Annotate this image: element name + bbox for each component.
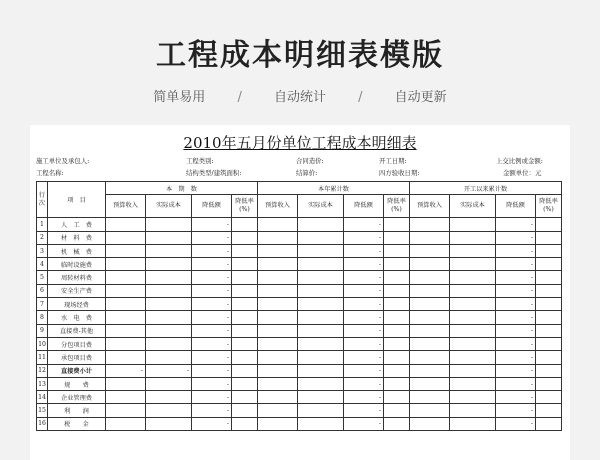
cell-reduction[interactable]: -	[344, 218, 384, 231]
row-number: 14	[37, 391, 48, 404]
cell-actual-cost[interactable]	[450, 351, 496, 364]
spreadsheet-preview	[30, 125, 570, 460]
cell-reduction[interactable]: -	[344, 298, 384, 311]
cell-reduction[interactable]: -	[192, 298, 232, 311]
table-row	[37, 417, 562, 430]
info-settlement: 结算价:	[296, 169, 318, 177]
cell-actual-cost[interactable]	[298, 324, 344, 337]
header-reduction: 降低额	[496, 195, 536, 218]
cell-reduction[interactable]: -	[344, 244, 384, 257]
table-body	[37, 218, 562, 431]
info-contractor: 施工单位及承包人:	[36, 157, 90, 165]
row-item-name: 人 工 费	[48, 218, 106, 231]
row-number: 9	[37, 324, 48, 337]
tag-auto-stat: 自动统计	[273, 90, 326, 105]
row-number: 8	[37, 311, 48, 324]
cell-reduction[interactable]: -	[344, 404, 384, 417]
cell-reduction-rate[interactable]	[232, 258, 258, 271]
cell-reduction-rate[interactable]	[232, 298, 258, 311]
page-title: 工程成本明细表模版	[156, 38, 444, 73]
cell-reduction-rate[interactable]	[536, 284, 562, 297]
cell-budget-income[interactable]	[258, 284, 298, 297]
cell-actual-cost[interactable]	[298, 337, 344, 350]
cell-reduction-rate[interactable]	[232, 324, 258, 337]
cell-reduction[interactable]: -	[192, 404, 232, 417]
cell-budget-income[interactable]	[258, 244, 298, 257]
cell-reduction[interactable]: -	[192, 391, 232, 404]
table-row	[37, 337, 562, 350]
table-row	[37, 218, 562, 231]
row-item-name: 现场经费	[48, 298, 106, 311]
cell-reduction-rate[interactable]	[384, 351, 410, 364]
cell-budget-income[interactable]	[106, 231, 146, 244]
cell-actual-cost[interactable]	[450, 391, 496, 404]
cell-reduction-rate[interactable]	[536, 231, 562, 244]
row-number: 1	[37, 218, 48, 231]
cell-reduction-rate[interactable]	[384, 364, 410, 377]
cell-actual-cost[interactable]	[298, 351, 344, 364]
cell-budget-income[interactable]	[258, 324, 298, 337]
cell-budget-income[interactable]	[410, 311, 450, 324]
cell-reduction[interactable]: -	[192, 311, 232, 324]
cell-reduction[interactable]: -	[192, 284, 232, 297]
row-number: 5	[37, 271, 48, 284]
table-row	[37, 364, 562, 377]
cell-reduction[interactable]: -	[496, 404, 536, 417]
row-item-name: 安全生产费	[48, 284, 106, 297]
cell-reduction-rate[interactable]	[232, 337, 258, 350]
header-actual-cost: 实际成本	[450, 195, 496, 218]
cell-reduction[interactable]: -	[344, 258, 384, 271]
cell-reduction[interactable]: -	[344, 337, 384, 350]
table-row	[37, 351, 562, 364]
header-budget-income: 预算收入	[410, 195, 450, 218]
cell-reduction-rate[interactable]	[536, 258, 562, 271]
cell-actual-cost[interactable]	[298, 417, 344, 430]
cell-reduction-rate[interactable]	[384, 391, 410, 404]
table-row	[37, 231, 562, 244]
cell-reduction-rate[interactable]	[384, 417, 410, 430]
row-item-name: 企业管理费	[48, 391, 106, 404]
row-item-name: 直接费小计	[48, 364, 106, 377]
row-number: 11	[37, 351, 48, 364]
cell-reduction[interactable]: -	[192, 324, 232, 337]
cell-reduction[interactable]: -	[192, 337, 232, 350]
cell-reduction-rate[interactable]	[232, 417, 258, 430]
table-row	[37, 404, 562, 417]
cell-reduction-rate[interactable]	[536, 417, 562, 430]
cell-reduction[interactable]: -	[496, 391, 536, 404]
cell-reduction-rate[interactable]	[536, 391, 562, 404]
cell-actual-cost[interactable]	[146, 244, 192, 257]
cell-budget-income[interactable]	[410, 324, 450, 337]
cell-budget-income[interactable]	[410, 284, 450, 297]
row-number: 3	[37, 244, 48, 257]
row-item-name: 机 械 费	[48, 244, 106, 257]
cell-reduction-rate[interactable]	[232, 271, 258, 284]
cell-reduction-rate[interactable]	[232, 284, 258, 297]
cell-reduction[interactable]: -	[192, 364, 232, 377]
cell-actual-cost[interactable]	[146, 284, 192, 297]
row-item-name: 规 费	[48, 377, 106, 390]
tag-easy: 简单易用	[153, 90, 206, 105]
cell-reduction[interactable]: -	[496, 284, 536, 297]
cell-budget-income[interactable]	[410, 258, 450, 271]
row-number: 2	[37, 231, 48, 244]
row-item-name: 水 电 费	[48, 311, 106, 324]
info-contract-price: 合同造价:	[296, 157, 324, 165]
cell-actual-cost[interactable]	[146, 231, 192, 244]
cell-reduction-rate[interactable]	[384, 311, 410, 324]
cell-budget-income[interactable]	[258, 364, 298, 377]
cell-budget-income[interactable]	[258, 218, 298, 231]
cell-actual-cost[interactable]	[146, 311, 192, 324]
cell-actual-cost[interactable]	[146, 417, 192, 430]
tag-separator: /	[237, 90, 242, 105]
cell-actual-cost[interactable]	[298, 364, 344, 377]
cell-reduction-rate[interactable]	[384, 244, 410, 257]
info-currency-unit: 金额单位：元	[503, 169, 542, 177]
table-row	[37, 391, 562, 404]
cell-budget-income[interactable]	[106, 298, 146, 311]
cell-reduction-rate[interactable]	[536, 404, 562, 417]
cell-reduction[interactable]: -	[496, 364, 536, 377]
cell-reduction[interactable]: -	[496, 258, 536, 271]
cell-reduction[interactable]: -	[496, 337, 536, 350]
cell-actual-cost[interactable]	[146, 391, 192, 404]
cell-actual-cost[interactable]	[450, 231, 496, 244]
cell-reduction[interactable]: -	[496, 244, 536, 257]
table-row	[37, 377, 562, 390]
document-title: 2010年五月份单位工程成本明细表	[183, 134, 417, 152]
cell-budget-income[interactable]	[410, 271, 450, 284]
header-reduction-rate: 降低率(%)	[384, 195, 410, 218]
cell-reduction[interactable]: -	[496, 377, 536, 390]
cell-actual-cost[interactable]	[298, 311, 344, 324]
cell-budget-income[interactable]	[258, 258, 298, 271]
cell-reduction-rate[interactable]	[536, 324, 562, 337]
cell-reduction[interactable]: -	[192, 351, 232, 364]
info-start-date: 开工日期:	[379, 157, 407, 165]
cell-actual-cost[interactable]	[146, 377, 192, 390]
cell-actual-cost[interactable]	[146, 337, 192, 350]
tag-separator: /	[358, 90, 363, 105]
cell-reduction-rate[interactable]	[232, 391, 258, 404]
cell-actual-cost[interactable]	[450, 298, 496, 311]
cell-budget-income[interactable]	[258, 391, 298, 404]
cell-budget-income[interactable]	[258, 404, 298, 417]
header-reduction: 降低额	[344, 195, 384, 218]
cell-reduction[interactable]: -	[496, 417, 536, 430]
cell-reduction-rate[interactable]	[536, 311, 562, 324]
cell-budget-income[interactable]	[106, 258, 146, 271]
cell-reduction-rate[interactable]	[232, 364, 258, 377]
cell-reduction[interactable]: -	[192, 258, 232, 271]
cell-actual-cost[interactable]: -	[146, 364, 192, 377]
table-row	[37, 311, 562, 324]
cost-table	[36, 181, 562, 431]
cell-reduction-rate[interactable]	[384, 231, 410, 244]
row-number: 10	[37, 337, 48, 350]
cell-actual-cost[interactable]	[450, 337, 496, 350]
row-number: 16	[37, 417, 48, 430]
cell-reduction-rate[interactable]	[384, 298, 410, 311]
cell-actual-cost[interactable]	[298, 377, 344, 390]
cell-budget-income[interactable]	[106, 218, 146, 231]
cell-budget-income[interactable]: -	[106, 364, 146, 377]
table-row	[37, 271, 562, 284]
cell-reduction-rate[interactable]	[536, 337, 562, 350]
row-number: 6	[37, 284, 48, 297]
cell-actual-cost[interactable]	[298, 218, 344, 231]
table-row	[37, 284, 562, 297]
cell-budget-income[interactable]	[258, 271, 298, 284]
cell-budget-income[interactable]	[258, 417, 298, 430]
cell-actual-cost[interactable]	[298, 298, 344, 311]
cell-reduction-rate[interactable]	[384, 218, 410, 231]
tag-auto-update: 自动更新	[394, 90, 447, 105]
header-reduction-rate: 降低率(%)	[536, 195, 562, 218]
cell-actual-cost[interactable]	[450, 324, 496, 337]
cell-budget-income[interactable]	[106, 244, 146, 257]
cell-actual-cost[interactable]	[146, 271, 192, 284]
cell-reduction[interactable]: -	[496, 271, 536, 284]
cell-actual-cost[interactable]	[146, 258, 192, 271]
row-number: 12	[37, 364, 48, 377]
cell-actual-cost[interactable]	[298, 258, 344, 271]
row-item-name: 承包项目费	[48, 351, 106, 364]
cell-actual-cost[interactable]	[450, 364, 496, 377]
cell-reduction-rate[interactable]	[536, 298, 562, 311]
cell-actual-cost[interactable]	[298, 271, 344, 284]
row-item-name: 利 润	[48, 404, 106, 417]
header-reduction: 降低额	[192, 195, 232, 218]
header-since-start: 开工以来累计数	[410, 182, 562, 195]
row-item-name: 直接费-其他	[48, 324, 106, 337]
row-item-name: 分包项目费	[48, 337, 106, 350]
cell-reduction-rate[interactable]	[384, 284, 410, 297]
header-actual-cost: 实际成本	[146, 195, 192, 218]
table-row	[37, 298, 562, 311]
cell-actual-cost[interactable]	[450, 244, 496, 257]
cell-budget-income[interactable]	[410, 244, 450, 257]
cell-reduction[interactable]: -	[344, 351, 384, 364]
cell-reduction[interactable]: -	[192, 417, 232, 430]
cell-budget-income[interactable]	[106, 351, 146, 364]
cell-reduction-rate[interactable]	[384, 377, 410, 390]
cell-actual-cost[interactable]	[450, 284, 496, 297]
cell-reduction-rate[interactable]	[536, 271, 562, 284]
cell-actual-cost[interactable]	[450, 311, 496, 324]
cell-reduction-rate[interactable]	[536, 218, 562, 231]
cell-budget-income[interactable]	[106, 271, 146, 284]
header-year-to-date: 本年累计数	[258, 182, 410, 195]
cell-reduction[interactable]: -	[496, 324, 536, 337]
cell-budget-income[interactable]	[410, 231, 450, 244]
table-row	[37, 258, 562, 271]
info-project-name: 工程名称:	[36, 169, 64, 177]
cell-budget-income[interactable]	[410, 364, 450, 377]
cell-budget-income[interactable]	[106, 391, 146, 404]
cell-actual-cost[interactable]	[450, 404, 496, 417]
table-row	[37, 324, 562, 337]
cell-reduction[interactable]: -	[496, 231, 536, 244]
table-row	[37, 244, 562, 257]
header-row-no: 行次	[37, 182, 48, 218]
header-budget-income: 预算收入	[258, 195, 298, 218]
cell-budget-income[interactable]	[258, 231, 298, 244]
cell-actual-cost[interactable]	[450, 377, 496, 390]
cell-reduction[interactable]: -	[192, 231, 232, 244]
row-number: 7	[37, 298, 48, 311]
cell-reduction[interactable]: -	[344, 284, 384, 297]
cell-budget-income[interactable]	[106, 311, 146, 324]
cell-budget-income[interactable]	[258, 298, 298, 311]
cell-budget-income[interactable]	[258, 311, 298, 324]
cell-actual-cost[interactable]	[450, 258, 496, 271]
cell-reduction[interactable]: -	[496, 218, 536, 231]
cell-reduction-rate[interactable]	[384, 337, 410, 350]
cell-reduction-rate[interactable]	[232, 244, 258, 257]
cell-reduction-rate[interactable]	[536, 244, 562, 257]
cell-reduction[interactable]: -	[344, 417, 384, 430]
cell-reduction-rate[interactable]	[536, 364, 562, 377]
cell-actual-cost[interactable]	[450, 218, 496, 231]
cell-actual-cost[interactable]	[298, 231, 344, 244]
cell-reduction-rate[interactable]	[384, 271, 410, 284]
cell-budget-income[interactable]	[410, 404, 450, 417]
cell-budget-income[interactable]	[410, 337, 450, 350]
cell-reduction[interactable]: -	[344, 271, 384, 284]
cell-reduction-rate[interactable]	[232, 404, 258, 417]
header-reduction-rate: 降低率(%)	[232, 195, 258, 218]
row-item-name: 临时设施费	[48, 258, 106, 271]
row-item-name: 周转材料费	[48, 271, 106, 284]
cell-reduction[interactable]: -	[496, 298, 536, 311]
header-current-period: 本 期 数	[106, 182, 258, 195]
cell-budget-income[interactable]	[106, 337, 146, 350]
cell-reduction-rate[interactable]	[232, 311, 258, 324]
header-actual-cost: 实际成本	[298, 195, 344, 218]
cell-budget-income[interactable]	[106, 377, 146, 390]
feature-tags	[0, 86, 600, 105]
cell-reduction[interactable]: -	[344, 324, 384, 337]
row-item-name: 材 料 费	[48, 231, 106, 244]
cell-budget-income[interactable]	[258, 351, 298, 364]
cell-actual-cost[interactable]	[146, 351, 192, 364]
cell-reduction[interactable]: -	[496, 311, 536, 324]
cell-reduction-rate[interactable]	[536, 351, 562, 364]
cell-reduction[interactable]: -	[192, 377, 232, 390]
info-acceptance-date: 四方验收日期:	[379, 169, 420, 177]
cell-budget-income[interactable]	[410, 377, 450, 390]
cell-reduction[interactable]: -	[192, 244, 232, 257]
row-number: 15	[37, 404, 48, 417]
info-project-type: 工程类别:	[186, 157, 214, 165]
cell-reduction[interactable]: -	[344, 377, 384, 390]
cell-actual-cost[interactable]	[298, 284, 344, 297]
cell-budget-income[interactable]	[258, 337, 298, 350]
row-number: 4	[37, 258, 48, 271]
header-budget-income: 预算收入	[106, 195, 146, 218]
cell-actual-cost[interactable]	[146, 218, 192, 231]
cell-budget-income[interactable]	[410, 417, 450, 430]
cell-reduction-rate[interactable]	[232, 218, 258, 231]
row-number: 13	[37, 377, 48, 390]
cell-budget-income[interactable]	[258, 377, 298, 390]
cell-budget-income[interactable]	[106, 284, 146, 297]
cell-reduction[interactable]: -	[192, 218, 232, 231]
cell-reduction-rate[interactable]	[384, 324, 410, 337]
cell-budget-income[interactable]	[106, 417, 146, 430]
cell-actual-cost[interactable]	[450, 417, 496, 430]
cell-reduction-rate[interactable]	[232, 351, 258, 364]
cell-actual-cost[interactable]	[298, 404, 344, 417]
cell-budget-income[interactable]	[410, 351, 450, 364]
cell-reduction[interactable]: -	[192, 271, 232, 284]
info-remit-ratio: 上交比例或金额:	[496, 157, 543, 165]
cell-reduction-rate[interactable]	[384, 404, 410, 417]
cell-budget-income[interactable]	[106, 404, 146, 417]
cell-reduction[interactable]: -	[344, 311, 384, 324]
cell-reduction-rate[interactable]	[536, 377, 562, 390]
header-item: 项 目	[48, 182, 106, 218]
row-item-name: 税 金	[48, 417, 106, 430]
cell-actual-cost[interactable]	[146, 298, 192, 311]
cell-reduction[interactable]: -	[344, 231, 384, 244]
cell-budget-income[interactable]	[410, 391, 450, 404]
cell-reduction[interactable]: -	[344, 364, 384, 377]
cell-actual-cost[interactable]	[146, 404, 192, 417]
cell-actual-cost[interactable]	[298, 391, 344, 404]
cell-budget-income[interactable]	[106, 324, 146, 337]
cell-budget-income[interactable]	[410, 218, 450, 231]
cell-actual-cost[interactable]	[450, 271, 496, 284]
cell-reduction-rate[interactable]	[232, 231, 258, 244]
info-structure: 结构类型/建筑面积:	[186, 169, 242, 177]
cell-actual-cost[interactable]	[146, 324, 192, 337]
cell-reduction-rate[interactable]	[384, 258, 410, 271]
cell-reduction[interactable]: -	[344, 391, 384, 404]
cell-reduction[interactable]: -	[496, 351, 536, 364]
cell-actual-cost[interactable]	[298, 244, 344, 257]
cell-reduction-rate[interactable]	[232, 377, 258, 390]
cell-budget-income[interactable]	[410, 298, 450, 311]
